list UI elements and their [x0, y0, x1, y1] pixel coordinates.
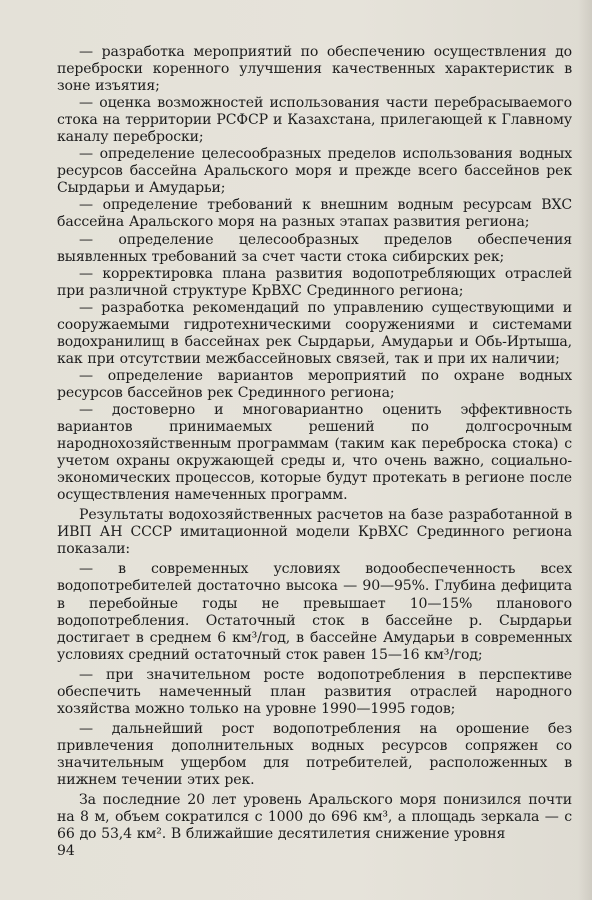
page-text: [57, 44, 572, 843]
paragraph-11: — в современных условиях водообеспеченность всех водопотребителей достаточно высока — 90—95%. Глубина дефицита в перебойные годы не превышает 10—15% планового водопотребления. Остаточный сток в бассейне р. Сырдарьи достигает в среднем 6 км³/год, в бассейне Амударьи в современных условиях средний остаточный сток равен 15—16 км³/год;: [57, 561, 572, 663]
paragraph-9: — достоверно и многовариантно оценить эффективность вариантов принимаемых решений по долгосрочным народнохозяйственным программам (таким как переброска стока) с учетом охраны окружающей среды и, что очень важно, социально-экономических процессов, которые будут протекать в регионе после осуществления намеченных программ.: [57, 401, 572, 504]
paragraph-1: — разработка мероприятий по обеспечению осуществления до переброски коренного улучшения качественных характеристик в зоне изъятия;: [57, 44, 572, 95]
paragraph-7: — разработка рекомендаций по управлению существующими и сооружаемыми гидротехническими сооружениями и системами водохранилищ в бассейнах рек Сырдарьи, Амударьи и Обь-Иртыша, как при отсутствии межбассейновых связей, так и при их наличии;: [57, 299, 572, 367]
paragraph-6: — корректировка плана развития водопотребляющих отраслей при различной структуре КрВХС Срединного региона;: [57, 265, 572, 299]
paragraph-10: Результаты водохозяйственных расчетов на базе разработанной в ИВП АН СССР имитационной модели КрВХС Срединного региона показали:: [57, 507, 572, 558]
paragraph-12: — при значительном росте водопотребления в перспективе обеспечить намеченный план развития отраслей народного хозяйства можно только на уровне 1990—1995 годов;: [57, 666, 572, 717]
paragraph-3: — определение целесообразных пределов использования водных ресурсов бассейна Аральского моря и прежде всего бассейнов рек Сырдарьи и Амударьи;: [57, 146, 572, 197]
paragraph-5: — определение целесообразных пределов обеспечения выявленных требований за счет части стока сибирских рек;: [57, 231, 572, 265]
paragraph-4: — определение требований к внешним водным ресурсам ВХС бассейна Аральского моря на разных этапах развития региона;: [57, 197, 572, 231]
paragraph-14: За последние 20 лет уровень Аральского моря понизился почти на 8 м, объем сократился с 1000 до 696 км³, а площадь зеркала — с 66 до 53,4 км². В ближайшие десятилетия снижение уровня: [57, 792, 572, 843]
page-number: 94: [57, 843, 75, 859]
paragraph-2: — оценка возможностей использования части перебрасываемого стока на территории РСФСР и Казахстана, прилегающей к Главному каналу переброски;: [57, 95, 572, 146]
page-edge-shadow: [578, 0, 592, 900]
paragraph-8: — определение вариантов мероприятий по охране водных ресурсов бассейнов рек Срединного региона;: [57, 367, 572, 401]
paragraph-13: — дальнейший рост водопотребления на орошение без привлечения дополнительных водных ресурсов сопряжен со значительным ущербом для потребителей, расположенных в нижнем течении этих рек.: [57, 720, 572, 788]
